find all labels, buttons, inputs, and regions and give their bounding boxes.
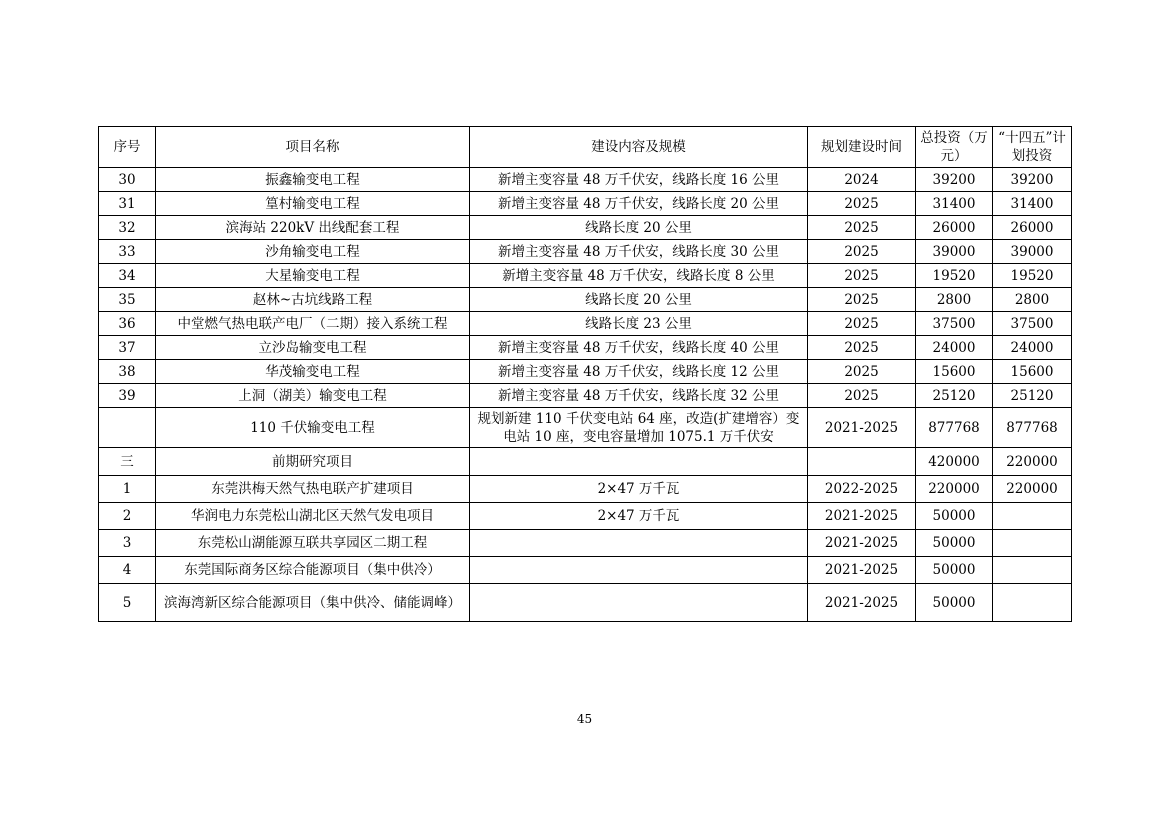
cell-seq: 32: [99, 216, 156, 240]
cell-name: 东莞洪梅天然气热电联产扩建项目: [156, 476, 470, 503]
cell-seq: 37: [99, 336, 156, 360]
section-row-3: [99, 448, 1072, 476]
header-content: 建设内容及规模: [470, 127, 808, 168]
cell-time: 2025: [808, 312, 916, 336]
research-row: [99, 476, 1072, 503]
cell-name: 110 千伏输变电工程: [156, 408, 470, 448]
table-row: [99, 360, 1072, 384]
cell-time: 2021-2025: [808, 408, 916, 448]
cell-name: 沙角输变电工程: [156, 240, 470, 264]
cell-plan: 15600: [993, 360, 1072, 384]
header-seq: 序号: [99, 127, 156, 168]
investment-table: [98, 126, 1072, 622]
cell-seq: 1: [99, 476, 156, 503]
cell-content: 线路长度 20 公里: [470, 288, 808, 312]
cell-content: [470, 584, 808, 622]
cell-plan: 877768: [993, 408, 1072, 448]
cell-name: 滨海湾新区综合能源项目（集中供冷、储能调峰）: [156, 584, 470, 622]
cell-plan: 2800: [993, 288, 1072, 312]
cell-total: 26000: [916, 216, 993, 240]
cell-plan: [993, 557, 1072, 584]
cell-plan: 26000: [993, 216, 1072, 240]
cell-total: 25120: [916, 384, 993, 408]
cell-seq: 4: [99, 557, 156, 584]
cell-content: 新增主变容量 48 万千伏安，线路长度 12 公里: [470, 360, 808, 384]
cell-total: 50000: [916, 584, 993, 622]
cell-time: 2025: [808, 240, 916, 264]
cell-name: 上洞（湖美）输变电工程: [156, 384, 470, 408]
cell-content: 线路长度 23 公里: [470, 312, 808, 336]
page-number: 45: [576, 712, 593, 726]
cell-seq: 34: [99, 264, 156, 288]
table-row: [99, 336, 1072, 360]
cell-time: 2021-2025: [808, 557, 916, 584]
cell-seq: 2: [99, 503, 156, 530]
cell-total: 50000: [916, 503, 993, 530]
cell-name: 立沙岛输变电工程: [156, 336, 470, 360]
cell-content: 新增主变容量 48 万千伏安，线路长度 40 公里: [470, 336, 808, 360]
research-row: [99, 584, 1072, 622]
cell-total: 420000: [916, 448, 993, 476]
cell-content: 新增主变容量 48 万千伏安，线路长度 30 公里: [470, 240, 808, 264]
cell-plan: 39200: [993, 168, 1072, 192]
cell-name: 赵林~古坑线路工程: [156, 288, 470, 312]
cell-seq: 5: [99, 584, 156, 622]
cell-content: 新增主变容量 48 万千伏安，线路长度 32 公里: [470, 384, 808, 408]
table-row: [99, 288, 1072, 312]
header-total: 总投资（万元）: [916, 127, 993, 168]
cell-time: 2024: [808, 168, 916, 192]
table-row: [99, 312, 1072, 336]
cell-name: 华润电力东莞松山湖北区天然气发电项目: [156, 503, 470, 530]
research-row: [99, 503, 1072, 530]
cell-time: 2025: [808, 384, 916, 408]
cell-time: 2021-2025: [808, 584, 916, 622]
table-row: [99, 168, 1072, 192]
cell-name: 中堂燃气热电联产电厂（二期）接入系统工程: [156, 312, 470, 336]
cell-content: [470, 530, 808, 557]
cell-time: 2022-2025: [808, 476, 916, 503]
cell-plan: 19520: [993, 264, 1072, 288]
header-plan: “十四五”计划投资: [993, 127, 1072, 168]
subtotal-row-110kv: [99, 408, 1072, 448]
cell-content: 规划新建 110 千伏变电站 64 座，改造(扩建增容）变电站 10 座，变电容量增加 1075.1 万千伏安: [470, 408, 808, 448]
cell-seq: 36: [99, 312, 156, 336]
cell-content: 线路长度 20 公里: [470, 216, 808, 240]
cell-time: 2025: [808, 288, 916, 312]
cell-plan: [993, 584, 1072, 622]
cell-content: 新增主变容量 48 万千伏安，线路长度 8 公里: [470, 264, 808, 288]
cell-time: 2025: [808, 336, 916, 360]
table-row: [99, 240, 1072, 264]
cell-name: 振鑫输变电工程: [156, 168, 470, 192]
cell-name: 篁村输变电工程: [156, 192, 470, 216]
cell-content: 2×47 万千瓦: [470, 503, 808, 530]
cell-time: 2025: [808, 360, 916, 384]
cell-plan: 220000: [993, 476, 1072, 503]
cell-plan: 24000: [993, 336, 1072, 360]
cell-time: 2025: [808, 192, 916, 216]
cell-content: [470, 557, 808, 584]
cell-total: 19520: [916, 264, 993, 288]
cell-time: [808, 448, 916, 476]
cell-plan: 37500: [993, 312, 1072, 336]
cell-name: 滨海站 220kV 出线配套工程: [156, 216, 470, 240]
cell-seq: [99, 408, 156, 448]
cell-content: 新增主变容量 48 万千伏安，线路长度 20 公里: [470, 192, 808, 216]
cell-seq: 38: [99, 360, 156, 384]
cell-seq: 39: [99, 384, 156, 408]
cell-time: 2021-2025: [808, 503, 916, 530]
cell-total: 31400: [916, 192, 993, 216]
cell-total: 2800: [916, 288, 993, 312]
cell-total: 24000: [916, 336, 993, 360]
cell-seq: 3: [99, 530, 156, 557]
cell-name: 大星输变电工程: [156, 264, 470, 288]
cell-total: 50000: [916, 557, 993, 584]
cell-content: 2×47 万千瓦: [470, 476, 808, 503]
header-name: 项目名称: [156, 127, 470, 168]
cell-time: 2025: [808, 216, 916, 240]
cell-plan: 39000: [993, 240, 1072, 264]
cell-total: 220000: [916, 476, 993, 503]
cell-time: 2025: [808, 264, 916, 288]
cell-plan: 31400: [993, 192, 1072, 216]
cell-plan: [993, 503, 1072, 530]
cell-total: 39000: [916, 240, 993, 264]
research-row: [99, 530, 1072, 557]
cell-name: 华茂输变电工程: [156, 360, 470, 384]
cell-content: [470, 448, 808, 476]
cell-name: 东莞国际商务区综合能源项目（集中供冷）: [156, 557, 470, 584]
cell-time: 2021-2025: [808, 530, 916, 557]
cell-seq: 30: [99, 168, 156, 192]
table-row: [99, 216, 1072, 240]
cell-seq: 35: [99, 288, 156, 312]
cell-total: 39200: [916, 168, 993, 192]
cell-seq: 33: [99, 240, 156, 264]
cell-name: 东莞松山湖能源互联共享园区二期工程: [156, 530, 470, 557]
cell-plan: 25120: [993, 384, 1072, 408]
cell-name: 前期研究项目: [156, 448, 470, 476]
cell-total: 877768: [916, 408, 993, 448]
research-row: [99, 557, 1072, 584]
cell-total: 15600: [916, 360, 993, 384]
cell-total: 37500: [916, 312, 993, 336]
cell-plan: [993, 530, 1072, 557]
header-time: 规划建设时间: [808, 127, 916, 168]
table-header-row: [99, 127, 1072, 168]
table-row: [99, 264, 1072, 288]
cell-seq: 三: [99, 448, 156, 476]
table-row: [99, 192, 1072, 216]
cell-total: 50000: [916, 530, 993, 557]
cell-content: 新增主变容量 48 万千伏安，线路长度 16 公里: [470, 168, 808, 192]
cell-plan: 220000: [993, 448, 1072, 476]
table-row: [99, 384, 1072, 408]
cell-seq: 31: [99, 192, 156, 216]
